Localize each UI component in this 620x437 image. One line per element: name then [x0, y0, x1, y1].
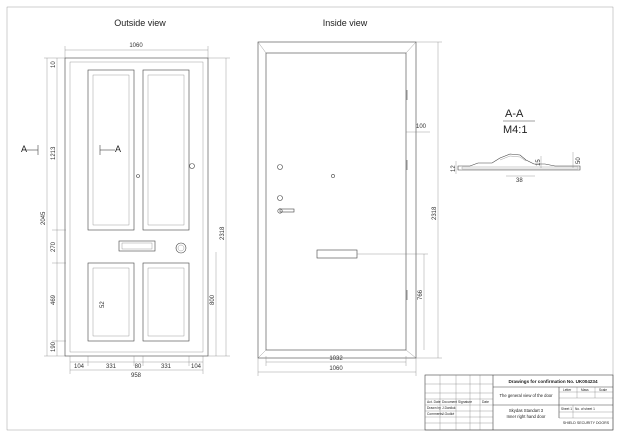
checked-by-name: J.Gudkè [442, 412, 455, 416]
outside-top-width: 1060 [129, 43, 143, 49]
bottom-seg-3: 80 [134, 364, 142, 370]
right-dim-800: 800 [210, 294, 216, 305]
drawing-description: The general view of the door [499, 393, 553, 398]
inside-door [258, 42, 416, 358]
outside-bottom-width: 958 [130, 373, 142, 379]
section-dim-38: 38 [516, 178, 523, 184]
inside-view-title: Inside view [322, 18, 368, 28]
section-scale: M4:1 [503, 124, 528, 136]
outside-letter-plate [119, 241, 155, 251]
outside-door-leaf [70, 62, 203, 352]
inner-dim-52: 52 [100, 301, 106, 308]
inside-right-lower: 766 [418, 289, 424, 300]
inside-door-leaf [266, 53, 406, 350]
upper-right-panel [143, 70, 189, 230]
inside-peephole [331, 174, 334, 177]
section-title: A-A [505, 108, 524, 120]
row-comments: Comments [427, 412, 443, 416]
left-dim-190: 190 [51, 341, 57, 352]
section-profile [458, 154, 580, 170]
inside-lock-lower [278, 196, 283, 201]
section-mark-right: A [115, 144, 122, 154]
rev-header-3: Signature [458, 400, 473, 404]
bottom-seg-4: 331 [160, 364, 172, 370]
right-dim-2318: 2318 [220, 226, 226, 240]
header-letter: Letter [563, 388, 572, 392]
drawing-title: Drawings for confirmation No. UK004234 [508, 379, 598, 384]
outside-peephole [137, 175, 140, 178]
company-name: SHIELD SECURITY DOORS [562, 421, 610, 425]
product-variant: Inner right hand door [506, 414, 546, 419]
left-dim-270: 270 [51, 241, 57, 252]
product-name: Skydas Standart 3 [508, 408, 544, 413]
bottom-seg-2: 331 [105, 364, 117, 370]
sheets-total: No. of sheet 1 [575, 407, 595, 411]
rev-header-1: Act. Date [427, 400, 441, 404]
rev-header-4: Date [482, 400, 489, 404]
inside-bottom-inner: 1032 [329, 356, 343, 362]
section-dim-50: 50 [576, 157, 582, 164]
inside-right-height: 2318 [432, 206, 438, 220]
row-drawn-by: Drawn by [427, 406, 441, 410]
header-mass: Mass [581, 388, 589, 392]
left-dim-1213: 1213 [51, 146, 57, 160]
drawn-by-name: J.Daniluk [442, 406, 456, 410]
lower-left-panel [88, 263, 134, 341]
left-dim-10: 10 [51, 61, 57, 68]
sheet-number: Sheet 1 [561, 407, 572, 411]
outside-door-frame [65, 58, 208, 356]
inside-bottom-outer: 1060 [329, 366, 343, 372]
inside-lock-upper [278, 165, 283, 170]
bottom-seg-5: 104 [190, 364, 202, 370]
sheet-border [7, 7, 613, 430]
outside-view-title: Outside view [114, 18, 166, 28]
inside-side-offset: 100 [416, 124, 427, 130]
inside-letter-plate [317, 250, 357, 258]
lower-right-panel [143, 263, 189, 341]
header-scale: Scale [599, 388, 607, 392]
title-block [425, 375, 613, 430]
rev-header-2: Document [442, 400, 458, 404]
left-dim-2045: 2045 [41, 211, 47, 225]
outside-lock [190, 164, 195, 169]
left-dim-469: 469 [51, 294, 57, 305]
section-dim-12: 12 [451, 165, 457, 172]
door-knob [176, 243, 186, 253]
outside-door [65, 58, 208, 356]
section-dim-15: 15 [536, 159, 542, 166]
bottom-seg-1: 104 [73, 364, 85, 370]
section-mark-left: A [21, 144, 28, 154]
